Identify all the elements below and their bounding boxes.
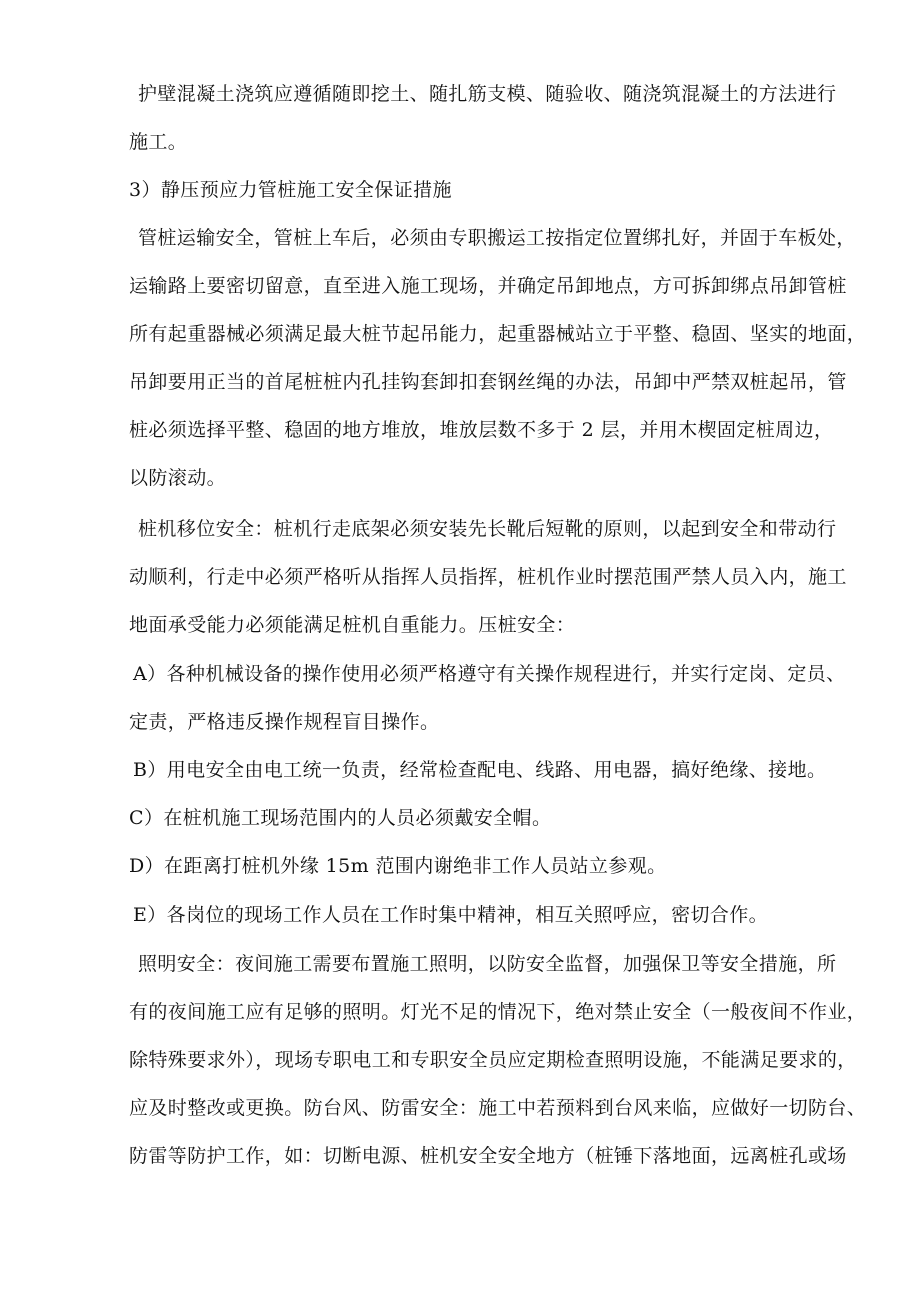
text-line: 吊卸要用正当的首尾桩桩内孔挂钩套卸扣套钢丝绳的办法，吊卸中严禁双桩起吊，管 <box>129 371 847 393</box>
text-line: 桩必须选择平整、稳固的地方堆放，堆放层数不多于 2 层，并用木楔固定桩周边， <box>129 419 834 441</box>
text-line: 运输路上要密切留意，直至进入施工现场，并确定吊卸地点，方可拆卸绑点吊卸管桩 <box>129 275 847 297</box>
text-line: 有的夜间施工应有足够的照明。灯光不足的情况下，绝对禁止安全（一般夜间不作业， <box>129 1001 867 1023</box>
text-line: 桩机移位安全：桩机行走底架必须安装先长靴后短靴的原则，以起到安全和带动行 <box>138 518 837 540</box>
text-line: 管桩运输安全，管桩上车后，必须由专职搬运工按指定位置绑扎好，并固于车板处， <box>138 227 856 249</box>
list-item-b: B）用电安全由电工统一负责，经常检查配电、线路、用电器，搞好绝缘、接地。 <box>133 759 827 781</box>
list-item-a: A）各种机械设备的操作使用必须严格遵守有关操作规程进行，并实行定岗、定员、 <box>133 663 846 685</box>
list-item-e: E）各岗位的现场工作人员在工作时集中精神，相互关照呼应，密切合作。 <box>133 904 769 926</box>
list-item-c: C）在桩机施工现场范围内的人员必须戴安全帽。 <box>129 807 552 829</box>
text-line: 施工。 <box>129 131 188 153</box>
text-line: 防雷等防护工作，如：切断电源、桩机安全安全地方（桩锤下落地面，远离桩孔或场 <box>129 1145 847 1167</box>
text-line: 照明安全：夜间施工需要布置施工照明，以防安全监督，加强保卫等安全措施，所 <box>138 953 837 975</box>
text-line: 应及时整改或更换。防台风、防雷安全：施工中若预料到台风来临，应做好一切防台、 <box>129 1097 867 1119</box>
text-line: 地面承受能力必须能满足桩机自重能力。压桩安全： <box>129 614 576 636</box>
text-line: 护壁混凝土浇筑应遵循随即挖土、随扎筋支模、随验收、随浇筑混凝土的方法进行 <box>138 83 837 105</box>
text-line: 以防滚动。 <box>129 467 227 489</box>
text-line: 除特殊要求外），现场专职电工和专职安全员应定期检查照明设施，不能满足要求的， <box>129 1049 857 1071</box>
text-line: 定责，严格违反操作规程盲目操作。 <box>129 711 440 733</box>
text-line: 所有起重器械必须满足最大桩节起吊能力，起重器械站立于平整、稳固、坚实的地面， <box>129 323 867 345</box>
list-item-d: D）在距离打桩机外缘 15m 范围内谢绝非工作人员站立参观。 <box>129 855 667 877</box>
text-line: 动顺利，行走中必须严格听从指挥人员指挥，桩机作业时摆范围严禁人员入内，施工 <box>129 566 847 588</box>
section-heading: 3）静压预应力管桩施工安全保证措施 <box>129 179 452 201</box>
